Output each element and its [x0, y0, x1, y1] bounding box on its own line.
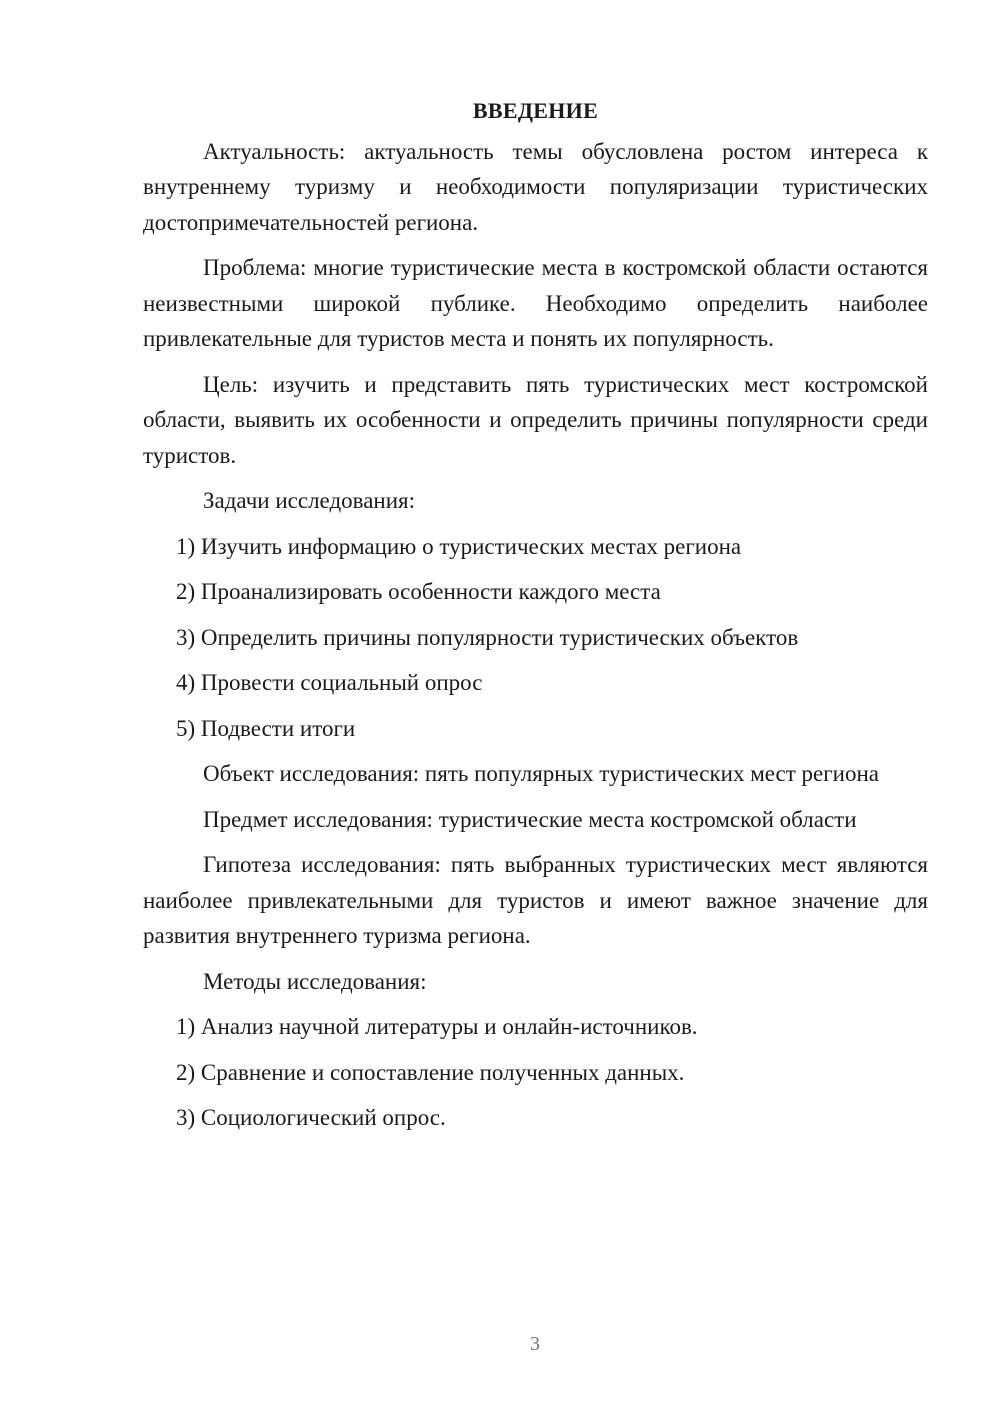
page-title: ВВЕДЕНИЕ	[472, 98, 599, 123]
goal-paragraph: Цель: изучить и представить пять туристических мест костромской области, выявить их особенности и определить причины популярности среди туристов.	[143, 371, 928, 468]
list-item: 3) Социологический опрос.	[176, 1105, 446, 1130]
page-content	[143, 93, 928, 1146]
tasks-list	[143, 529, 928, 747]
list-item: 4) Провести социальный опрос	[176, 670, 483, 695]
methods-list	[143, 1009, 928, 1136]
tasks-heading: Задачи исследования:	[203, 488, 416, 513]
list-item: 1) Анализ научной литературы и онлайн-источников.	[176, 1014, 698, 1039]
list-item: 2) Проанализировать особенности каждого места	[176, 579, 661, 604]
list-item: 3) Определить причины популярности туристических объектов	[176, 624, 799, 650]
list-item: 2) Сравнение и сопоставление полученных данных.	[176, 1059, 685, 1085]
hypothesis-paragraph: Гипотеза исследования: пять выбранных туристических мест являются наиболее привлекательными для туристов и имеют важное значение для развития внутреннего туризма региона.	[143, 852, 928, 948]
subject-paragraph: Предмет исследования: туристические места костромской области	[203, 806, 857, 832]
object-paragraph: Объект исследования: пять популярных туристических мест региона	[203, 761, 880, 786]
relevance-paragraph: Актуальность: актуальность темы обусловлена ростом интереса к внутреннему туризму и необходимости популяризации туристических достопримечательностей региона.	[143, 138, 928, 235]
problem-paragraph: Проблема: многие туристические места в костромской области остаются неизвестными широкой публике. Необходимо определить наиболее привлекательные для туристов места и понять их популярность.	[143, 255, 928, 351]
methods-heading: Методы исследования:	[203, 968, 427, 994]
page-number: 3	[530, 1333, 540, 1355]
list-item: 5) Подвести итоги	[176, 715, 356, 741]
list-item: 1) Изучить информацию о туристических местах региона	[176, 533, 742, 559]
